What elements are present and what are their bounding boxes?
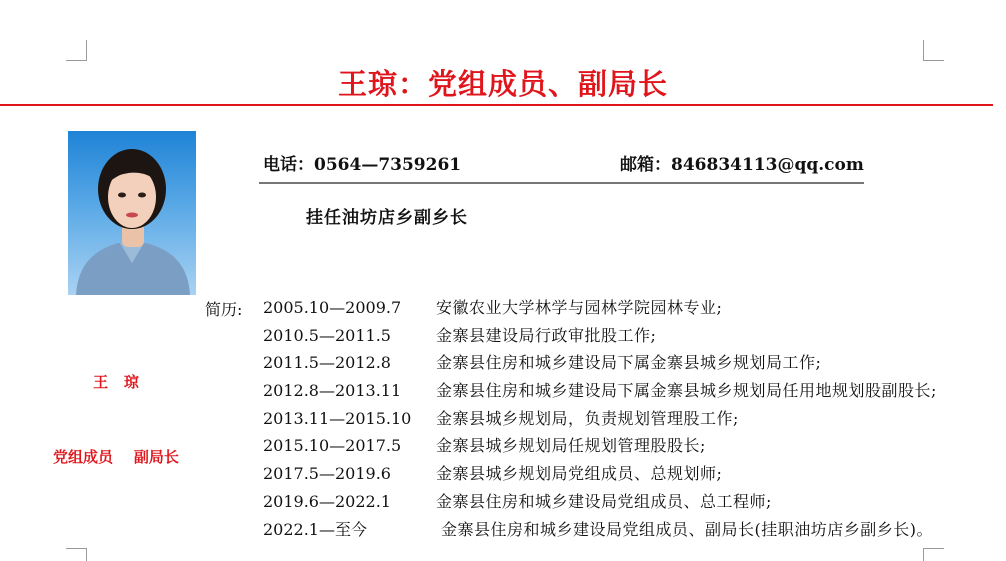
contact-divider	[259, 182, 864, 184]
portrait-photo	[68, 131, 196, 295]
resume-description: 金寨县住房和城乡建设局党组成员、副局长(挂职油坊店乡副乡长)。	[441, 519, 933, 539]
title-divider	[0, 104, 993, 106]
resume-description: 金寨县城乡规划局党组成员、总规划师;	[436, 464, 723, 484]
resume-period: 2010.5—2011.5	[263, 325, 391, 345]
resume-period: 2019.6—2022.1	[263, 491, 391, 511]
resume-description: 金寨县住房和城乡建设局党组成员、总工程师;	[436, 491, 772, 511]
phone-number: 电话：0564—7359261	[263, 155, 462, 175]
resume-period: 2012.8—2013.11	[263, 381, 402, 401]
resume-period: 2005.10—2009.7	[263, 298, 402, 317]
resume-description: 金寨县城乡规划局，负责规划管理股工作;	[436, 408, 739, 428]
current-position: 挂任油坊店乡副乡长	[306, 208, 468, 228]
resume-label: 简历:	[205, 300, 243, 319]
resume-period: 2015.10—2017.5	[263, 436, 402, 456]
page-corner-mark	[923, 40, 944, 61]
profile-role: 党组成员 副局长	[53, 448, 179, 466]
resume-period: 2022.1—至今	[263, 519, 367, 539]
page-corner-mark	[66, 548, 87, 561]
page-corner-mark	[66, 40, 87, 61]
resume-description: 金寨县建设局行政审批股工作;	[436, 325, 657, 345]
page-title: 王琼：党组成员、副局长	[337, 67, 668, 101]
page-corner-mark	[923, 548, 944, 561]
profile-name: 王 琼	[93, 373, 139, 391]
profile-caption	[30, 320, 202, 495]
resume-period: 2013.11—2015.10	[263, 408, 412, 428]
resume-period: 2017.5—2019.6	[263, 464, 391, 484]
email-address: 邮箱：846834113@qq.com	[620, 155, 864, 175]
resume-description: 金寨县城乡规划局任规划管理股股长;	[436, 436, 706, 456]
resume-period: 2011.5—2012.8	[263, 353, 391, 373]
resume-description: 金寨县住房和城乡建设局下属金寨县城乡规划局任用地规划股副股长;	[436, 381, 937, 401]
resume-description: 金寨县住房和城乡建设局下属金寨县城乡规划局工作;	[436, 353, 822, 373]
resume-description: 安徽农业大学林学与园林学院园林专业;	[436, 298, 723, 317]
